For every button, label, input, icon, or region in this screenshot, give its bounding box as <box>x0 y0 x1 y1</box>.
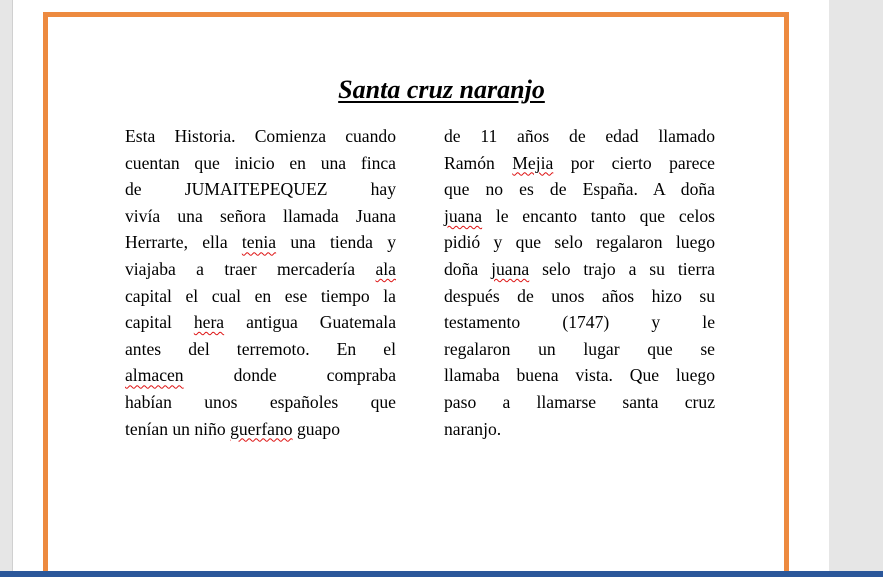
text-line <box>444 336 715 363</box>
text-run: testamento (1747) y le <box>444 312 715 333</box>
text-line <box>444 389 715 416</box>
text-run: donde compraba <box>183 365 396 386</box>
text-run: habían unos españoles que <box>125 391 396 412</box>
text-run: cuentan que inicio en una finca <box>125 152 396 173</box>
text-line <box>125 256 396 283</box>
text-line <box>125 362 396 389</box>
text-line <box>125 123 396 150</box>
text-line <box>444 176 715 203</box>
text-run: capital el cual en ese tiempo la <box>125 285 396 306</box>
text-run: pidió y que selo regalaron luego <box>444 232 715 253</box>
text-run: antigua Guatemala <box>224 312 396 333</box>
text-line <box>125 229 396 256</box>
text-run: de JUMAITEPEQUEZ hay <box>125 179 396 200</box>
text-run: después de unos años hizo su <box>444 285 715 306</box>
misspelled-word: ala <box>375 258 396 279</box>
text-run: guapo <box>292 418 340 439</box>
text-line <box>125 336 396 363</box>
text-line <box>444 416 715 443</box>
misspelled-word: almacen <box>125 365 184 386</box>
misspelled-word: hera <box>193 312 225 333</box>
text-run: llamaba buena vista. Que luego <box>444 365 715 386</box>
text-run: regalaron un lugar que se <box>444 338 715 359</box>
text-run: Herrarte, ella <box>125 232 242 253</box>
text-run: de 11 años de edad llamado <box>444 126 715 146</box>
text-run: tenían un niño <box>125 418 231 439</box>
text-line <box>125 416 396 443</box>
text-run: le encanto tanto que celos <box>482 205 715 226</box>
misspelled-word: tenia <box>241 232 277 253</box>
text-line <box>444 123 715 150</box>
misspelled-word: Mejia <box>512 152 554 173</box>
text-line <box>444 229 715 256</box>
misspelled-word: guerfano <box>230 418 293 439</box>
text-column-right[interactable] <box>444 123 715 442</box>
status-bar <box>0 571 883 577</box>
text-line <box>444 203 715 230</box>
text-run: viajaba a traer mercadería <box>125 258 376 279</box>
misspelled-word: juana <box>491 258 530 279</box>
document-title: Santa cruz naranjo <box>338 75 545 104</box>
text-run: capital <box>125 312 194 333</box>
text-line <box>125 389 396 416</box>
text-line <box>125 309 396 336</box>
text-run: una tienda y <box>276 232 396 253</box>
text-run: paso a llamarse santa cruz <box>444 391 715 412</box>
text-run: Ramón <box>444 152 513 173</box>
text-run: naranjo. <box>444 418 502 439</box>
text-line <box>444 309 715 336</box>
text-run: selo trajo a su tierra <box>529 258 715 279</box>
text-line <box>125 150 396 177</box>
text-column-left[interactable] <box>125 123 396 442</box>
text-run: que no es de España. A doña <box>444 179 715 200</box>
text-line <box>444 283 715 310</box>
text-run: doña <box>444 258 492 279</box>
text-run: vivía una señora llamada Juana <box>125 205 396 226</box>
text-run: por cierto parece <box>553 152 715 173</box>
text-line <box>444 362 715 389</box>
text-line <box>125 283 396 310</box>
text-run: antes del terremoto. En el <box>125 338 396 359</box>
text-line <box>444 150 715 177</box>
text-line <box>125 176 396 203</box>
text-run: Esta Historia. Comienza cuando <box>125 126 396 146</box>
text-line <box>125 203 396 230</box>
misspelled-word: juana <box>444 205 483 226</box>
text-line <box>444 256 715 283</box>
